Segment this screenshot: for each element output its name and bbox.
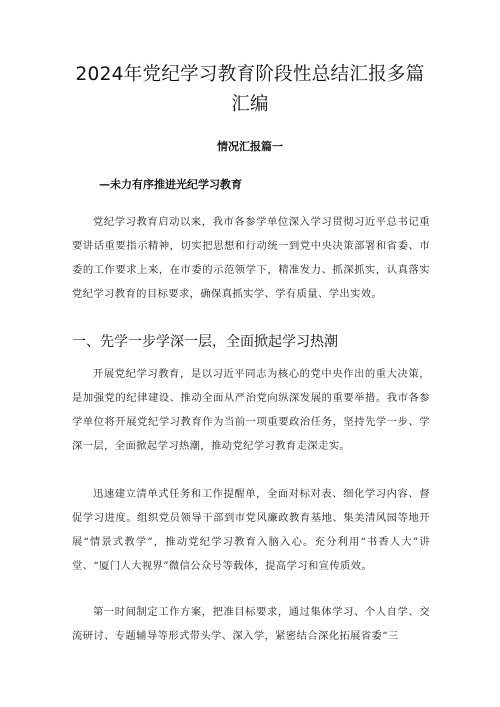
paragraph-4: 第一时间制定工作方案，把准目标要求，通过集体学习、个人自学、交流研讨、专题辅导等形式带头学、深入学，紧密结合深化拓展省委“三 <box>72 606 430 642</box>
title-line-2: 汇编 <box>231 94 269 115</box>
paragraph-intro: 党纪学习教育启动以来，我市各参学单位深入学习贯彻习近平总书记重要讲话重要指示精神，切实把思想和行动统一到党中央决策部署和省委、市委的工作要求上来，在市委的示范领学下，精准发力、抓深抓实，认真落实党纪学习教育的目标要求，确保真抓实学、学有质量、学出实效。 <box>72 216 430 300</box>
document-title <box>60 60 440 120</box>
paragraph-3: 迅速建立清单式任务和工作提醒单，全面对标对表、细化学习内容、督促学习进度。组织党员领导干部到市党风廉政教育基地、集美清风园等地开展“情景式教学”，推动党纪学习教育入脑入心。充分利用“书香人大”讲堂、“厦门人大视界”微信公众号等载体，提高学习和宣传质效。 <box>72 488 430 572</box>
section-title: 情况汇报篇一 <box>217 140 283 153</box>
heading-one: 一、先学一步学深一层，全面掀起学习热潮 <box>72 334 338 350</box>
title-line-1: 2024年党纪学习教育阶段性总结汇报多篇 <box>75 64 425 85</box>
paragraph-2: 开展党纪学习教育，是以习近平同志为核心的党中央作出的重大决策，是加强党的纪律建设、推动全面从严治党向纵深发展的重要举措。我市各参学单位将开展党纪学习教育作为当前一项重要政治任务，坚持先学一步、学深一层，全面掀起学习热潮，推动党纪学习教育走深走实。 <box>72 368 430 452</box>
section-subtitle: —未力有序推进光纪学习教育 <box>99 178 242 191</box>
